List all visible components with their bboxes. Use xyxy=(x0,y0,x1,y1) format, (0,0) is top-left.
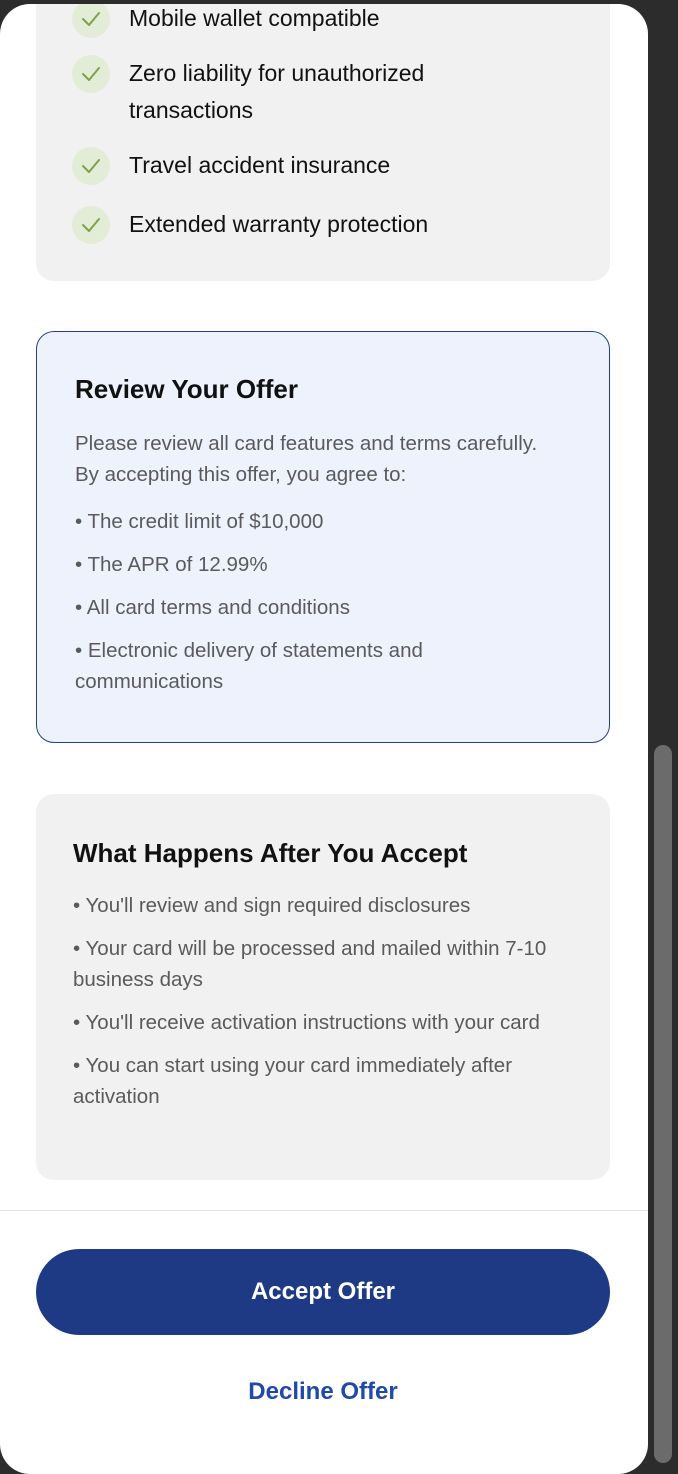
decline-offer-link[interactable]: Decline Offer xyxy=(248,1378,398,1405)
list-item: • The APR of 12.99% xyxy=(75,553,268,576)
feature-text: Mobile wallet compatible xyxy=(129,5,380,31)
list-item: • You'll receive activation instructions with your card xyxy=(73,1011,540,1034)
after-heading: What Happens After You Accept xyxy=(73,838,468,868)
after-accept-card xyxy=(36,794,610,1180)
feature-item xyxy=(72,206,509,244)
check-icon xyxy=(72,4,110,38)
review-offer-card xyxy=(36,331,610,743)
feature-item xyxy=(72,4,509,38)
feature-text: Travel accident insurance xyxy=(129,152,391,178)
feature-text: Zero liability for unauthorized transactions xyxy=(129,60,425,123)
accept-offer-button[interactable]: Accept Offer xyxy=(36,1249,610,1335)
list-item: • All card terms and conditions xyxy=(75,596,350,619)
feature-text: Extended warranty protection xyxy=(129,211,429,237)
check-icon xyxy=(72,55,110,93)
check-icon xyxy=(72,206,110,244)
feature-item xyxy=(72,147,509,185)
review-intro: Please review all card features and terms carefully. By accepting this offer, you agree to: xyxy=(75,432,538,486)
review-terms-list xyxy=(75,506,571,697)
scrollbar-thumb[interactable] xyxy=(654,745,672,1463)
footer-divider xyxy=(0,1210,648,1211)
offer-sheet xyxy=(0,4,648,1474)
feature-item xyxy=(72,55,509,129)
review-heading: Review Your Offer xyxy=(75,374,298,404)
check-icon xyxy=(72,147,110,185)
list-item: • You can start using your card immediately after activation xyxy=(73,1054,513,1108)
list-item: • Electronic delivery of statements and communications xyxy=(75,639,423,693)
list-item: • You'll review and sign required disclosures xyxy=(73,894,471,917)
after-steps-list xyxy=(73,890,572,1112)
list-item: • The credit limit of $10,000 xyxy=(75,510,324,533)
list-item: • Your card will be processed and mailed within 7-10 business days xyxy=(73,937,547,991)
